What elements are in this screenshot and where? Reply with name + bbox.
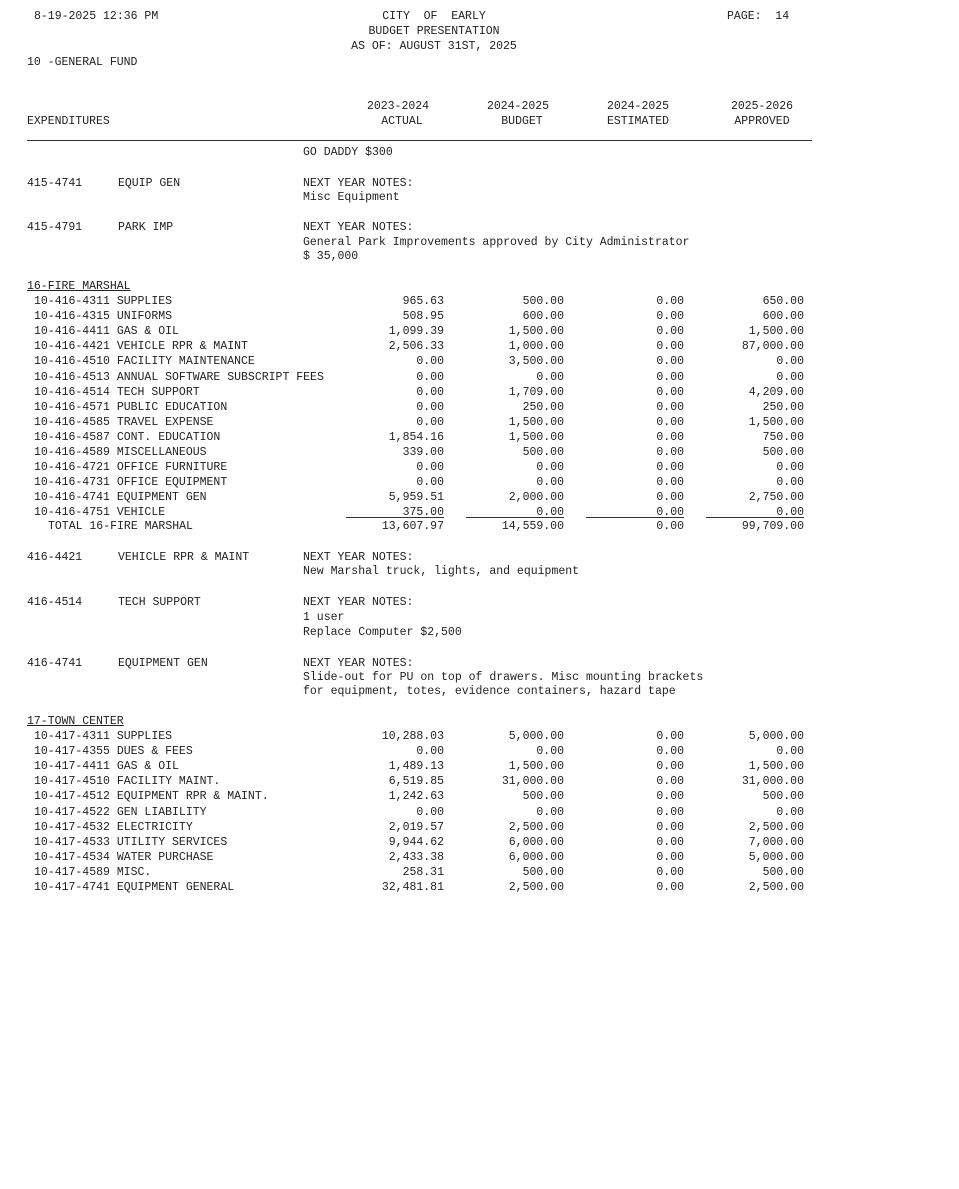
note-description: TECH SUPPORT [118, 596, 201, 609]
cell-budget: 6,000.00 [508, 835, 564, 849]
row-label: 10-416-4587 CONT. EDUCATION [34, 430, 221, 444]
cell-approved: 1,500.00 [748, 760, 804, 774]
cell-budget: 2,500.00 [508, 881, 564, 894]
row-label: 10-417-4512 EQUIPMENT RPR & MAINT. [34, 790, 269, 804]
cell-budget: 0.00 [536, 461, 564, 475]
row-label: 10-416-4514 TECH SUPPORT [34, 385, 200, 399]
cell-budget: 2,000.00 [508, 491, 564, 505]
cell-estimated: 0.00 [656, 491, 684, 505]
report-datetime: 8-19-2025 12:36 PM [34, 10, 159, 23]
note-line: NEXT YEAR NOTES: [303, 551, 414, 564]
cell-actual: 1,099.39 [388, 325, 444, 339]
note-line: Replace Computer $2,500 [303, 626, 462, 639]
cell-approved: 600.00 [762, 310, 804, 324]
cell-estimated: 0.00 [656, 340, 684, 354]
cell-estimated: 0.00 [656, 415, 684, 429]
cell-approved: 500.00 [762, 446, 804, 459]
col-budget-label: BUDGET [501, 115, 543, 128]
cell-budget: 31,000.00 [501, 775, 564, 789]
cell-approved: 31,000.00 [741, 775, 804, 789]
row-label: 10-416-4513 ANNUAL SOFTWARE SUBSCRIPT FEES [34, 370, 324, 384]
cell-approved: 0.00 [776, 461, 804, 475]
cell-estimated: 0.00 [656, 461, 684, 475]
total-estimated: 0.00 [656, 520, 684, 533]
subtotal-rule [706, 517, 804, 518]
row-label: 10-416-4721 OFFICE FURNITURE [34, 461, 228, 475]
cell-actual: 2,506.33 [388, 340, 444, 354]
col-actual-year: 2023-2024 [366, 100, 430, 113]
subtotal-rule [586, 517, 684, 518]
cell-actual: 0.00 [416, 400, 444, 414]
note-line: GO DADDY $300 [303, 146, 393, 159]
row-label: 10-417-4522 GEN LIABILITY [34, 805, 207, 819]
row-label: 10-416-4411 GAS & OIL [34, 325, 179, 339]
row-label: 10-416-4510 FACILITY MAINTENANCE [34, 355, 255, 369]
note-account: 415-4791 [27, 221, 83, 234]
cell-actual: 2,433.38 [388, 850, 444, 864]
cell-budget: 1,709.00 [508, 385, 564, 399]
fund-name: 10 -GENERAL FUND [27, 56, 138, 69]
cell-actual: 1,489.13 [388, 760, 444, 774]
col-approved-year: 2025-2026 [730, 100, 794, 113]
cell-actual: 0.00 [416, 805, 444, 819]
cell-approved: 2,500.00 [748, 881, 804, 894]
cell-budget: 500.00 [522, 865, 564, 879]
cell-budget: 500.00 [522, 790, 564, 804]
cell-budget: 5,000.00 [508, 730, 564, 743]
city-name: CITY OF EARLY [382, 10, 486, 23]
cell-budget: 500.00 [522, 446, 564, 459]
note-line: for equipment, totes, evidence containers, hazard tape [303, 685, 676, 698]
cell-estimated: 0.00 [656, 355, 684, 369]
subtotal-rule [346, 517, 444, 518]
row-label: 10-416-4421 VEHICLE RPR & MAINT [34, 340, 248, 354]
cell-actual: 508.95 [402, 310, 444, 324]
cell-actual: 0.00 [416, 370, 444, 384]
total-label: TOTAL 16-FIRE MARSHAL [48, 520, 193, 533]
cell-actual: 0.00 [416, 415, 444, 429]
cell-approved: 750.00 [762, 430, 804, 444]
cell-approved: 5,000.00 [748, 730, 804, 743]
cell-estimated: 0.00 [656, 310, 684, 324]
cell-approved: 0.00 [776, 805, 804, 819]
cell-actual: 0.00 [416, 355, 444, 369]
page-number: PAGE: 14 [727, 10, 790, 23]
cell-estimated: 0.00 [656, 370, 684, 384]
cell-approved: 0.00 [776, 370, 804, 384]
cell-estimated: 0.00 [656, 325, 684, 339]
cell-actual: 2,019.57 [388, 820, 444, 834]
cell-estimated: 0.00 [656, 790, 684, 804]
note-description: EQUIPMENT GEN [118, 657, 208, 670]
cell-actual: 258.31 [402, 865, 444, 879]
cell-estimated: 0.00 [656, 835, 684, 849]
cell-approved: 650.00 [762, 295, 804, 308]
cell-approved: 0.00 [776, 355, 804, 369]
row-label: 10-416-4751 VEHICLE [34, 506, 166, 520]
row-label: 10-417-4589 MISC. [34, 865, 152, 879]
row-label: 10-416-4311 SUPPLIES [34, 295, 173, 308]
cell-approved: 5,000.00 [748, 850, 804, 864]
note-description: EQUIP GEN [118, 177, 181, 190]
cell-estimated: 0.00 [656, 446, 684, 459]
cell-approved: 0.00 [776, 476, 804, 490]
total-approved: 99,709.00 [741, 520, 804, 533]
cell-estimated: 0.00 [656, 820, 684, 834]
note-line: 1 user [303, 611, 345, 624]
note-line: Misc Equipment [303, 191, 400, 204]
cell-estimated: 0.00 [656, 476, 684, 490]
cell-actual: 339.00 [402, 446, 444, 459]
cell-budget: 1,500.00 [508, 325, 564, 339]
report-title: BUDGET PRESENTATION [368, 25, 500, 38]
row-label: 10-417-4534 WATER PURCHASE [34, 850, 214, 864]
note-description: VEHICLE RPR & MAINT [118, 551, 250, 564]
cell-approved: 7,000.00 [748, 835, 804, 849]
cell-actual: 1,242.63 [388, 790, 444, 804]
cell-approved: 500.00 [762, 790, 804, 804]
row-label: 10-417-4741 EQUIPMENT GENERAL [34, 881, 235, 894]
note-line: NEXT YEAR NOTES: [303, 177, 414, 190]
note-line: New Marshal truck, lights, and equipment [303, 565, 580, 578]
cell-actual: 375.00 [402, 506, 444, 520]
cell-estimated: 0.00 [656, 385, 684, 399]
cell-budget: 0.00 [536, 805, 564, 819]
note-description: PARK IMP [118, 221, 174, 234]
cell-approved: 250.00 [762, 400, 804, 414]
cell-budget: 500.00 [522, 295, 564, 308]
cell-estimated: 0.00 [656, 775, 684, 789]
cell-budget: 0.00 [536, 370, 564, 384]
col-budget-year: 2024-2025 [486, 100, 550, 113]
cell-actual: 965.63 [402, 295, 444, 308]
cell-estimated: 0.00 [656, 805, 684, 819]
row-label: 10-416-4571 PUBLIC EDUCATION [34, 400, 228, 414]
cell-budget: 0.00 [536, 506, 564, 520]
cell-budget: 250.00 [522, 400, 564, 414]
col-actual-label: ACTUAL [381, 115, 423, 128]
cell-approved: 0.00 [776, 745, 804, 759]
row-label: 10-417-4510 FACILITY MAINT. [34, 775, 221, 789]
cell-estimated: 0.00 [656, 760, 684, 774]
row-label: 10-417-4355 DUES & FEES [34, 745, 193, 759]
note-line: $ 35,000 [303, 250, 359, 263]
cell-budget: 0.00 [536, 745, 564, 759]
row-label: 10-416-4585 TRAVEL EXPENSE [34, 415, 214, 429]
cell-approved: 4,209.00 [748, 385, 804, 399]
section-title-town-center: 17-TOWN CENTER [27, 715, 124, 728]
cell-estimated: 0.00 [656, 506, 684, 520]
cell-budget: 1,000.00 [508, 340, 564, 354]
cell-budget: 6,000.00 [508, 850, 564, 864]
cell-actual: 32,481.81 [381, 881, 444, 894]
cell-approved: 2,750.00 [748, 491, 804, 505]
section-title-fire-marshal: 16-FIRE MARSHAL [27, 280, 131, 293]
total-budget: 14,559.00 [501, 520, 564, 533]
cell-approved: 0.00 [776, 506, 804, 520]
row-label: 10-417-4533 UTILITY SERVICES [34, 835, 228, 849]
note-line: NEXT YEAR NOTES: [303, 221, 414, 234]
cell-budget: 1,500.00 [508, 415, 564, 429]
row-label: 10-417-4532 ELECTRICITY [34, 820, 193, 834]
note-account: 415-4741 [27, 177, 83, 190]
cell-budget: 600.00 [522, 310, 564, 324]
subtotal-rule [466, 517, 564, 518]
cell-budget: 1,500.00 [508, 430, 564, 444]
cell-approved: 87,000.00 [741, 340, 804, 354]
cell-approved: 500.00 [762, 865, 804, 879]
note-line: NEXT YEAR NOTES: [303, 657, 414, 670]
cell-approved: 1,500.00 [748, 415, 804, 429]
cell-estimated: 0.00 [656, 400, 684, 414]
note-account: 416-4514 [27, 596, 83, 609]
row-label: 10-416-4315 UNIFORMS [34, 310, 173, 324]
note-line: Slide-out for PU on top of drawers. Misc mounting brackets [303, 671, 704, 684]
row-label: 10-417-4411 GAS & OIL [34, 760, 179, 774]
cell-actual: 1,854.16 [388, 430, 444, 444]
note-account: 416-4741 [27, 657, 83, 670]
cell-actual: 0.00 [416, 745, 444, 759]
report-as-of-date: AS OF: AUGUST 31ST, 2025 [351, 40, 517, 53]
cell-approved: 1,500.00 [748, 325, 804, 339]
cell-estimated: 0.00 [656, 745, 684, 759]
cell-estimated: 0.00 [656, 295, 684, 308]
cell-approved: 2,500.00 [748, 820, 804, 834]
cell-estimated: 0.00 [656, 730, 684, 743]
cell-budget: 3,500.00 [508, 355, 564, 369]
col-approved-label: APPROVED [734, 115, 790, 128]
cell-estimated: 0.00 [656, 865, 684, 879]
section-label-expenditures: EXPENDITURES [27, 115, 110, 128]
note-line: General Park Improvements approved by City Administrator [303, 236, 690, 249]
header-divider [27, 140, 812, 141]
cell-actual: 0.00 [416, 461, 444, 475]
col-estimated-year: 2024-2025 [606, 100, 670, 113]
cell-actual: 0.00 [416, 476, 444, 490]
cell-actual: 0.00 [416, 385, 444, 399]
row-label: 10-416-4731 OFFICE EQUIPMENT [34, 476, 228, 490]
note-account: 416-4421 [27, 551, 83, 564]
cell-actual: 10,288.03 [381, 730, 444, 743]
cell-actual: 9,944.62 [388, 835, 444, 849]
cell-actual: 5,959.51 [388, 491, 444, 505]
cell-budget: 1,500.00 [508, 760, 564, 774]
col-estimated-label: ESTIMATED [606, 115, 670, 128]
total-actual: 13,607.97 [381, 520, 444, 533]
cell-budget: 0.00 [536, 476, 564, 490]
row-label: 10-417-4311 SUPPLIES [34, 730, 173, 743]
row-label: 10-416-4741 EQUIPMENT GEN [34, 491, 207, 505]
cell-budget: 2,500.00 [508, 820, 564, 834]
cell-estimated: 0.00 [656, 850, 684, 864]
cell-estimated: 0.00 [656, 881, 684, 894]
row-label: 10-416-4589 MISCELLANEOUS [34, 446, 207, 459]
cell-estimated: 0.00 [656, 430, 684, 444]
note-line: NEXT YEAR NOTES: [303, 596, 414, 609]
cell-actual: 6,519.85 [388, 775, 444, 789]
